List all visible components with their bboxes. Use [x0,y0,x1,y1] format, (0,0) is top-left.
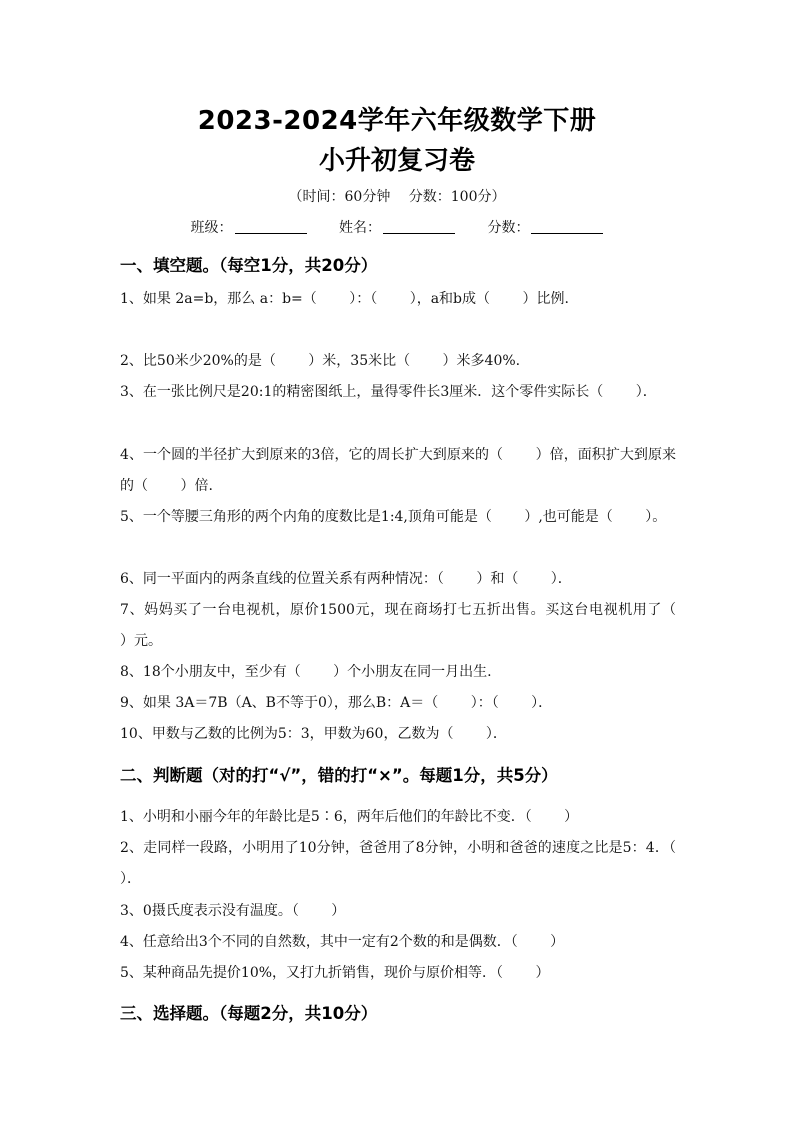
true-false-question: 3、0摄氏度表示没有温度。（ ） [120,903,346,919]
true-false-question: 2、走同样一段路，小明用了10分钟，爸爸用了8分钟，小明和爸爸的速度之比是5：4．（ ）． [120,840,709,887]
name-label: 姓名： [339,220,381,236]
fill-in-question: 3、在一张比例尺是20:1的精密图纸上，量得零件长3厘米．这个零件实际长（ ）． [120,384,657,400]
fill-in-question: 6、同一平面内的两条直线的位置关系有两种情况：（ ）和（ ）． [120,571,572,587]
section-true-false-heading: 二、判断题（对的打“√”，错的打“×”。每题1分，共5分） [120,766,558,785]
score-blank [531,219,603,234]
score-label: 分数： [487,220,530,236]
section-multiple-choice-heading: 三、选择题。（每题2分，共10分） [120,1004,378,1023]
fill-in-question: 8、18个小朋友中，至少有（ ）个小朋友在同一月出生. [120,664,492,680]
section-fill-in-heading: 一、填空题。（每空1分，共20分） [120,256,378,275]
fill-in-question: 4、一个圆的半径扩大到原来的3倍，它的周长扩大到原来的（ ）倍，面积扩大到原来的（ ）倍. [120,447,676,494]
true-false-question: 4、任意给出3个不同的自然数，其中一定有2个数的和是偶数．（ ） [120,934,565,950]
exam-title: 2023-2024学年六年级数学下册 [197,106,597,136]
true-false-question: 1、小明和小丽今年的年龄比是5∶6，两年后他们的年龄比不变．（ ） [120,809,579,825]
class-blank [235,219,307,234]
true-false-question: 5、某种商品先提价10%，又打九折销售，现价与原价相等．（ ） [120,965,550,981]
fill-in-question: 5、一个等腰三角形的两个内角的度数比是1:4,顶角可能是（ ）,也可能是（ ）。 [120,509,667,525]
fill-in-question: 2、比50米少20%的是（ ）米，35米比（ ）米多40%. [120,353,521,369]
exam-info: （时间：60分钟 分数：100分） [288,189,506,205]
name-blank [383,219,455,234]
fill-in-question: 7、妈妈买了一台电视机，原价1500元，现在商场打七五折出售。买这台电视机用了（ ）元。 [120,602,709,649]
exam-subtitle: 小升初复习卷 [318,146,475,176]
class-label: 班级： [190,220,233,236]
student-info-row [0,217,794,237]
fill-in-question: 9、如果 3A＝7B（A、B不等于0），那么B：A＝（ ）：（ ）． [120,695,553,711]
fill-in-question: 10、甲数与乙数的比例为5：3，甲数为60，乙数为（ ）． [120,726,507,742]
fill-in-question: 1、如果 2a=b，那么 a：b=（ ）：（ ），a和b成（ ）比例. [120,291,569,307]
